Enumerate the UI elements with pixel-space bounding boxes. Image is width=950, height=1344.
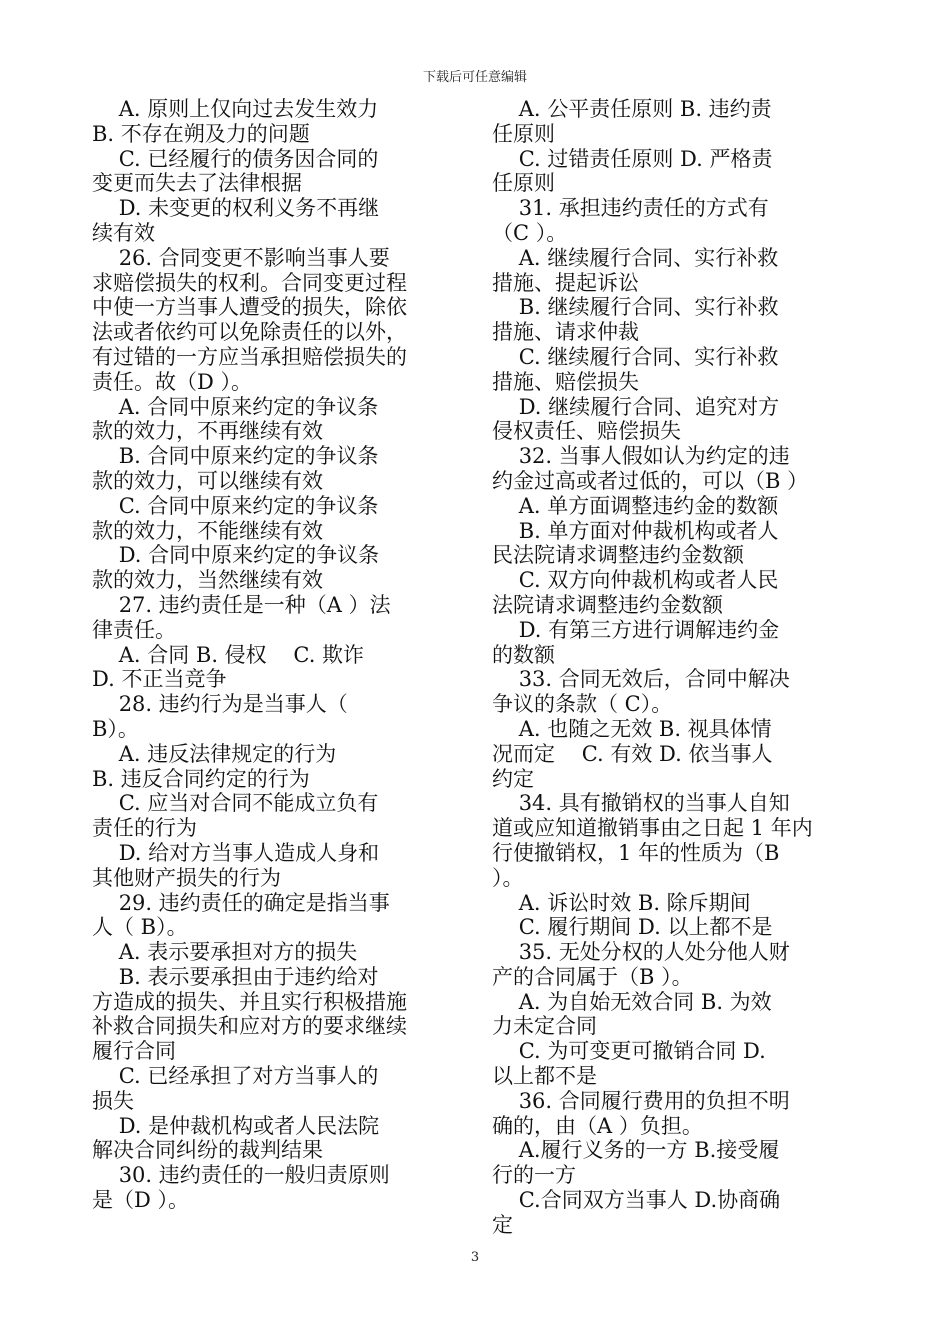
text-line: 32. 当事人假如认为约定的违 xyxy=(492,444,790,469)
text-line: 的数额 xyxy=(492,642,555,667)
text-line: 变更而失去了法律根据 xyxy=(92,171,302,196)
text-line: 36. 合同履行费用的负担不明 xyxy=(492,1088,790,1113)
text-line: B. 单方面对仲裁机构或者人 xyxy=(492,518,779,543)
text-line: 补救合同损失和应对方的要求继续 xyxy=(92,1014,407,1039)
text-line: 28. 违约行为是当事人（ xyxy=(92,692,348,717)
text-line: 款的效力，可以继续有效 xyxy=(92,468,323,493)
text-line: A.履行义务的一方 B.接受履 xyxy=(492,1138,780,1163)
text-line: D. 不正当竞争 xyxy=(92,667,227,692)
text-line: 求赔偿损失的权利。合同变更过程 xyxy=(92,270,407,295)
text-line: 26. 合同变更不影响当事人要 xyxy=(92,245,390,270)
text-line: D. 是仲裁机构或者人民法院 xyxy=(92,1113,380,1138)
text-line: 履行合同 xyxy=(92,1039,176,1064)
right-column xyxy=(492,97,852,1238)
text-line: 款的效力，当然继续有效 xyxy=(92,568,323,593)
text-line: 款的效力，不再继续有效 xyxy=(92,419,323,444)
text-line: 35. 无处分权的人处分他人财 xyxy=(492,940,790,965)
text-line: A. 单方面调整违约金的数额 xyxy=(492,493,779,518)
text-line: A. 为自始无效合同 B. 为效 xyxy=(492,989,772,1014)
text-line: C. 双方向仲裁机构或者人民 xyxy=(492,568,779,593)
text-line: 措施、提起诉讼 xyxy=(492,270,639,295)
text-line: 33. 合同无效后，合同中解决 xyxy=(492,667,790,692)
text-line: D. 继续履行合同、追究对方 xyxy=(492,394,780,419)
text-line: C. 过错责任原则 D. 严格责 xyxy=(492,146,773,171)
text-line: B. 表示要承担由于违约给对 xyxy=(92,964,379,989)
left-column xyxy=(92,97,452,1213)
text-line: 任原则 xyxy=(492,121,555,146)
text-line: 责任。故（D ）。 xyxy=(92,369,253,394)
text-line: 续有效 xyxy=(92,220,155,245)
text-line: 解决合同纠纷的裁判结果 xyxy=(92,1138,323,1163)
text-line: ）。 xyxy=(492,865,524,890)
text-line: 中使一方当事人遭受的损失，除依 xyxy=(92,295,407,320)
text-line: 侵权责任、赔偿损失 xyxy=(492,419,681,444)
text-line: B. 不存在朔及力的问题 xyxy=(92,121,310,146)
text-line: B. 继续履行合同、实行补救 xyxy=(492,295,779,320)
text-line: D. 有第三方进行调解违约金 xyxy=(492,617,780,642)
text-line: A. 合同中原来约定的争议条 xyxy=(92,394,379,419)
text-line: A. 继续履行合同、实行补救 xyxy=(492,245,779,270)
text-line: B. 违反合同约定的行为 xyxy=(92,766,310,791)
text-line: 产的合同属于（B ）。 xyxy=(492,964,693,989)
text-line: D. 合同中原来约定的争议条 xyxy=(92,543,380,568)
text-line: 民法院请求调整违约金数额 xyxy=(492,543,744,568)
text-line: A. 表示要承担对方的损失 xyxy=(92,940,358,965)
text-line: 以上都不是 xyxy=(492,1064,597,1089)
text-line: 30. 违约责任的一般归责原则 xyxy=(92,1163,390,1188)
text-line: 任原则 xyxy=(492,171,555,196)
text-line: 31. 承担违约责任的方式有 xyxy=(492,196,769,221)
text-line: 其他财产损失的行为 xyxy=(92,865,281,890)
text-line: 措施、赔偿损失 xyxy=(492,369,639,394)
text-line: 定 xyxy=(492,1212,513,1237)
text-line: 27. 违约责任是一种（A ）法 xyxy=(92,592,391,617)
text-line: 律责任。 xyxy=(92,617,176,642)
text-line: 况而定 C. 有效 D. 依当事人 xyxy=(492,741,773,766)
text-line: C. 合同中原来约定的争议条 xyxy=(92,493,379,518)
text-line: 有过错的一方应当承担赔偿损失的 xyxy=(92,344,407,369)
text-line: C. 继续履行合同、实行补救 xyxy=(492,344,779,369)
text-line: 措施、请求仲裁 xyxy=(492,320,639,345)
text-line: 损失 xyxy=(92,1088,134,1113)
text-line: 争议的条款（ C）。 xyxy=(492,692,673,717)
text-line: 方造成的损失、并且实行积极措施 xyxy=(92,989,407,1014)
text-line: C. 为可变更可撤销合同 D. xyxy=(492,1039,766,1064)
text-line: 34. 具有撤销权的当事人自知 xyxy=(492,791,790,816)
text-line: A. 诉讼时效 B. 除斥期间 xyxy=(492,890,751,915)
text-line: 行使撤销权，1 年的性质为（B xyxy=(492,840,780,865)
text-line: 法院请求调整违约金数额 xyxy=(492,592,723,617)
text-line: A. 也随之无效 B. 视具体情 xyxy=(492,716,772,741)
text-line: B. 合同中原来约定的争议条 xyxy=(92,444,379,469)
text-line: 行的一方 xyxy=(492,1163,576,1188)
text-line: A. 违反法律规定的行为 xyxy=(92,741,337,766)
text-line: C. 履行期间 D. 以上都不是 xyxy=(492,915,773,940)
text-line: 约定 xyxy=(492,766,534,791)
text-line: C. 已经履行的债务因合同的 xyxy=(92,146,379,171)
text-line: D. 未变更的权利义务不再继 xyxy=(92,196,380,221)
text-line: D. 给对方当事人造成人身和 xyxy=(92,840,380,865)
text-line: A. 合同 B. 侵权 C. 欺诈 xyxy=(92,642,365,667)
text-line: （C ）。 xyxy=(492,220,568,245)
text-line: A. 原则上仅向过去发生效力 xyxy=(92,97,379,121)
text-line: 是（D ）。 xyxy=(92,1188,190,1213)
text-line: A. 公平责任原则 B. 违约责 xyxy=(492,97,772,121)
text-line: B）。 xyxy=(92,716,139,741)
text-line: C. 应当对合同不能成立负有 xyxy=(92,791,379,816)
text-line: 款的效力，不能继续有效 xyxy=(92,518,323,543)
text-line: C. 已经承担了对方当事人的 xyxy=(92,1064,379,1089)
text-line: 确的，由（A ）负担。 xyxy=(492,1113,703,1138)
text-line: 责任的行为 xyxy=(92,816,197,841)
text-line: 力未定合同 xyxy=(492,1014,597,1039)
page-header: 下载后可任意编辑 xyxy=(422,70,527,85)
text-line: 29. 违约责任的确定是指当事 xyxy=(92,890,390,915)
text-line: 道或应知道撤销事由之日起 1 年内 xyxy=(492,816,813,841)
text-line: 人（ B）。 xyxy=(92,915,188,940)
page-number: 3 xyxy=(470,1250,480,1265)
text-line: 法或者依约可以免除责任的以外， xyxy=(92,320,407,345)
text-line: C.合同双方当事人 D.协商确 xyxy=(492,1188,781,1213)
text-line: 约金过高或者过低的，可以（B ） xyxy=(492,468,809,493)
